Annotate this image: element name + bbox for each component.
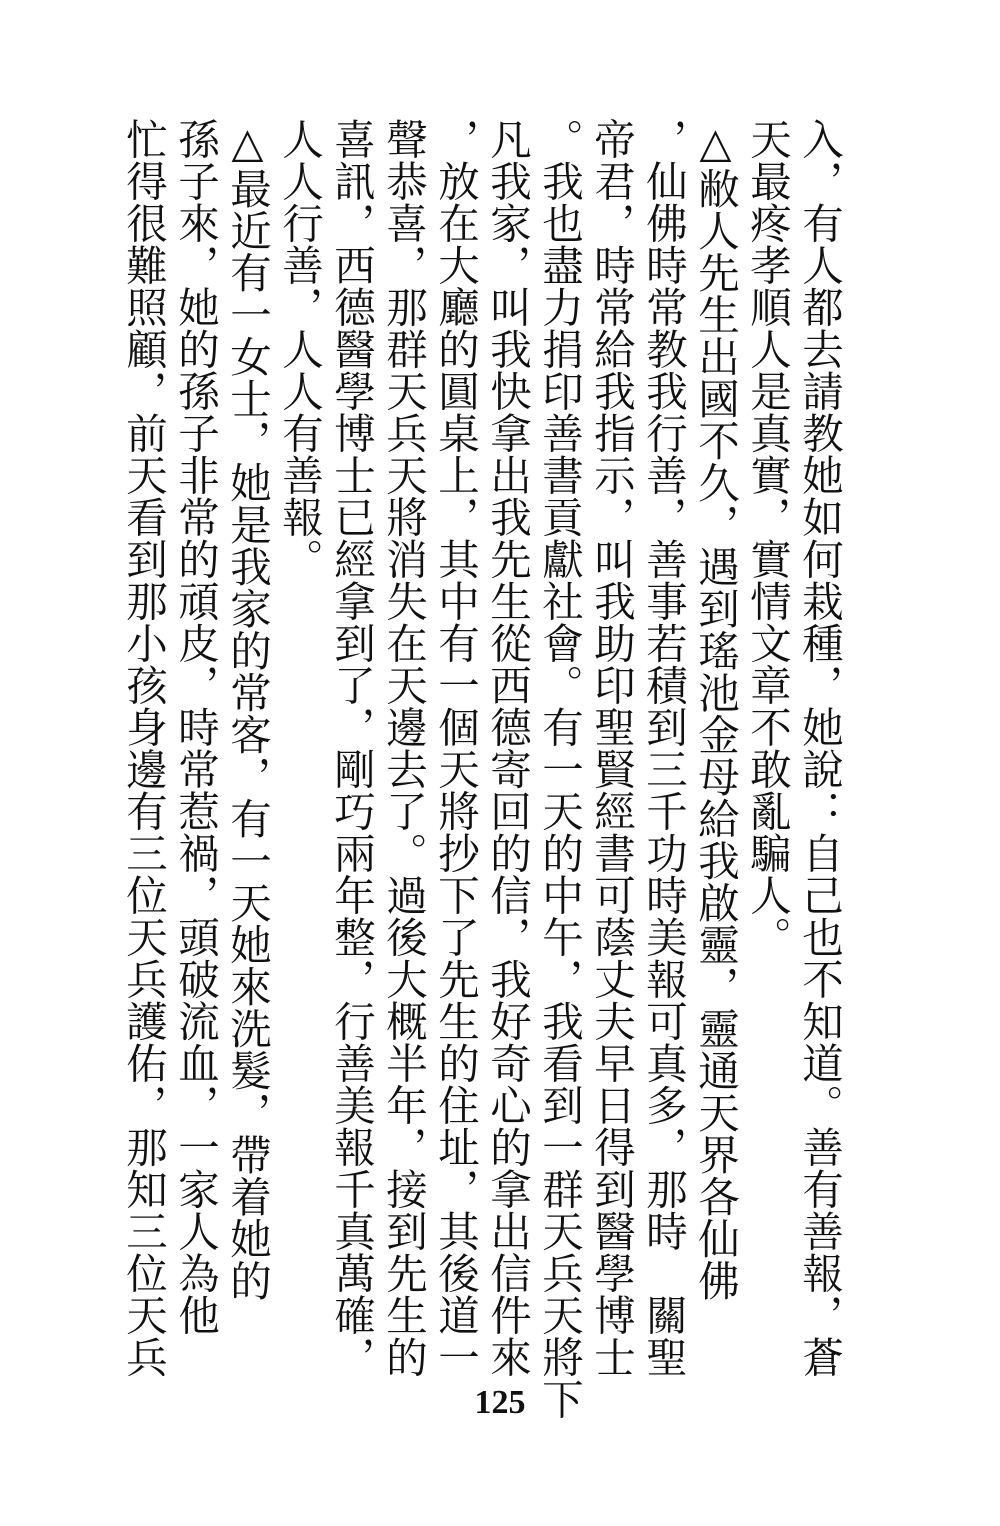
text-column: 入，有人都去請教她如何栽種，她說：自己也不知道。善有善報，蒼 (795, 118, 844, 1378)
text-column: 喜訊，西德醫學博士已經拿到了，剛巧兩年整，行善美報千真萬確， (327, 118, 376, 1378)
text-column: 忙得很難照顧，前天看到那小孩身邊有三位天兵護佑，那知三位天兵 (119, 118, 168, 1378)
text-column: 帝君，時常給我指示，叫我助印聖賢經書可蔭丈夫早日得到醫學博士 (587, 118, 636, 1378)
text-column: 凡我家，叫我快拿出我先生從西德寄回的信，我好奇心的拿出信件來 (483, 118, 532, 1378)
text-column: 聲恭喜，那群天兵天將消失在天邊去了。過後大概半年，接到先生的 (379, 118, 428, 1378)
text-column: 天最疼孝順人是真實，實情文章不敢亂騙人。 (743, 118, 792, 958)
text-column: 。我也盡力捐印善書貢獻社會。有一天的中午，我看到一群天兵天將下 (535, 118, 584, 1420)
text-column: 孫子來，她的孫子非常的頑皮，時常惹禍，頭破流血，一家人為他 (171, 118, 220, 1336)
text-column: ，仙佛時常教我行善，善事若積到三千功時美報可真多，那時 關聖 (639, 118, 688, 1378)
text-column: △敝人先生出國不久，遇到瑤池金母給我啟靈，靈通天界各仙佛 (691, 118, 740, 1302)
text-column: ，放在大廳的圓桌上，其中有一個天將抄下了先生的住址，其後道一 (431, 118, 480, 1378)
text-column: △最近有一女士，她是我家的常客，有一天她來洗髮，帶着她的 (223, 118, 272, 1302)
text-column: 人人行善，人人有善報。 (275, 118, 324, 580)
page-number: 125 (474, 1384, 526, 1421)
